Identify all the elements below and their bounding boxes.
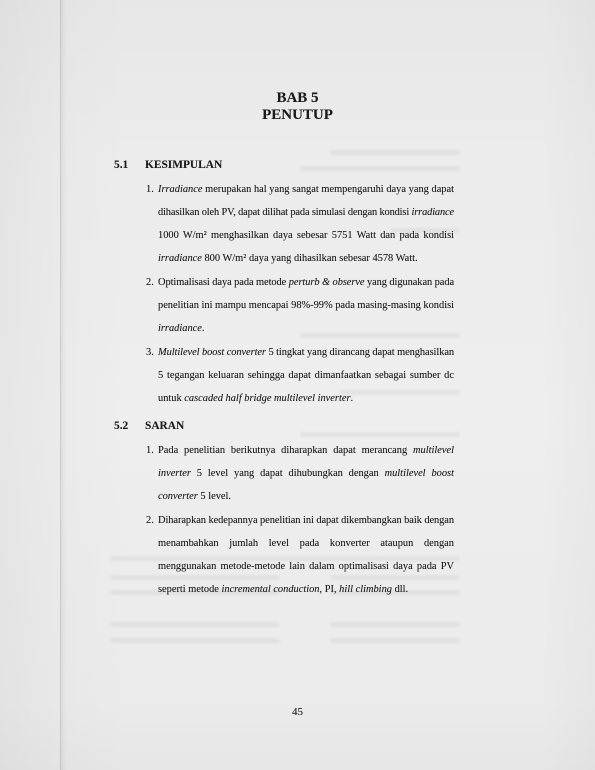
list-item-number: 1. (146, 183, 154, 195)
text-run: . (201, 322, 205, 334)
text-line (158, 532, 454, 555)
text-line (158, 271, 454, 294)
chapter-title: PENUTUP (262, 107, 333, 123)
text-line (158, 439, 454, 462)
section-heading (113, 415, 458, 438)
text-line-content (158, 509, 454, 532)
text-run: 5 tingkat yang dirancang dapat menghasilkan (265, 346, 455, 358)
text-run: untuk (158, 392, 185, 404)
text-line-content (158, 341, 454, 364)
bleed-through-mark (110, 622, 280, 627)
text-line (158, 341, 454, 364)
italic-term: hill climbing (339, 583, 392, 595)
list-item (113, 439, 458, 508)
list-item-text (158, 439, 454, 508)
list-item (113, 271, 458, 340)
section-number: 5.1 (114, 158, 129, 171)
list-item-text (158, 509, 454, 601)
italic-term: incremental conduction (221, 583, 320, 595)
bleed-through-mark (330, 622, 460, 627)
text-run: , PI, (319, 583, 340, 595)
list-item-text (158, 271, 454, 340)
text-run: menggunakan metode-metode lain dalam optimalisasi daya pada PV (158, 560, 454, 572)
section-heading (113, 154, 458, 177)
text-line-content (158, 439, 454, 462)
section-saran (113, 415, 458, 601)
text-line (158, 555, 454, 578)
bleed-through-mark (330, 638, 460, 643)
text-line (158, 317, 454, 340)
italic-term: Multilevel boost converter (158, 346, 266, 358)
list-item (113, 341, 458, 410)
text-line (158, 201, 454, 224)
italic-term: cascaded half bridge multilevel inverter (184, 392, 351, 404)
text-line-content (158, 532, 454, 555)
text-line-content (158, 201, 454, 224)
section-title: SARAN (145, 419, 185, 432)
text-line (158, 509, 454, 532)
text-run: 5 level yang dapat dihubungkan dengan (190, 467, 385, 479)
text-line (158, 178, 454, 201)
text-line (158, 462, 454, 485)
text-line-content (158, 224, 454, 247)
text-run: seperti metode (158, 583, 222, 595)
list-item (113, 509, 458, 601)
list-item-number: 2. (146, 514, 154, 526)
text-line-content (158, 462, 454, 485)
text-line-content (158, 247, 418, 270)
italic-term: Irradiance (158, 183, 203, 195)
section-number: 5.2 (114, 419, 129, 432)
text-line (158, 387, 454, 410)
text-run: dll. (391, 583, 409, 595)
list-item-number: 2. (146, 276, 154, 288)
text-run: Optimalisasi daya pada metode (158, 276, 289, 288)
list-item (113, 178, 458, 270)
text-line-content (158, 178, 454, 201)
chapter-label: BAB 5 (276, 90, 319, 106)
text-line (158, 485, 454, 508)
text-line-content (158, 317, 204, 340)
text-run: 1000 W/m² menghasilkan daya sebesar 5751 Watt dan pada kondisi (158, 229, 454, 241)
text-line-content (158, 555, 454, 578)
text-line (158, 247, 454, 270)
text-run: 5 tegangan keluaran sehingga dapat dimanfaatkan sebagai sumber dc (158, 369, 454, 381)
italic-term: multilevel boost (384, 467, 454, 479)
text-line (158, 294, 454, 317)
list-item-number: 3. (146, 346, 154, 358)
text-run: 800 W/m² daya yang dihasilkan sebesar 4578 Watt. (201, 252, 418, 264)
list-item-text (158, 178, 454, 270)
italic-term: irradiance (158, 322, 202, 334)
text-line-content (158, 387, 353, 410)
text-line-content (158, 271, 454, 294)
section-title: KESIMPULAN (145, 158, 223, 171)
page-number: 45 (292, 706, 303, 718)
list-item-number: 1. (146, 444, 154, 456)
text-line-content (158, 364, 454, 387)
text-run: . (350, 392, 354, 404)
text-line (158, 364, 454, 387)
italic-term: irradiance (411, 206, 454, 218)
italic-term: multilevel (413, 444, 454, 456)
text-line-content (158, 485, 231, 508)
text-run: Pada penelitian berikutnya diharapkan dapat merancang (158, 444, 414, 456)
bleed-through-mark (110, 638, 280, 643)
text-line (158, 224, 454, 247)
text-run: Diharapkan kedepannya penelitian ini dapat dikembangkan baik dengan (158, 514, 454, 526)
text-run: menambahkan jumlah level pada konverter ataupun dengan (158, 537, 454, 549)
section-kesimpulan (113, 154, 458, 410)
text-run: dihasilkan oleh PV, dapat dilihat pada simulasi dengan kondisi (158, 206, 412, 218)
list-item-text (158, 341, 454, 410)
chapter-body (113, 154, 458, 601)
text-run: penelitian ini mampu mencapai 98%-99% pada masing-masing kondisi (158, 299, 454, 311)
italic-term: irradiance (158, 252, 202, 264)
text-line (158, 578, 454, 601)
text-line-content (158, 578, 408, 601)
text-run: merupakan hal yang sangat mempengaruhi daya yang dapat (202, 183, 454, 195)
italic-term: inverter (158, 467, 191, 479)
italic-term: converter (158, 490, 198, 502)
text-run: 5 level. (197, 490, 231, 502)
text-run: yang digunakan pada (364, 276, 454, 288)
italic-term: perturb & observe (288, 276, 365, 288)
text-line-content (158, 294, 454, 317)
